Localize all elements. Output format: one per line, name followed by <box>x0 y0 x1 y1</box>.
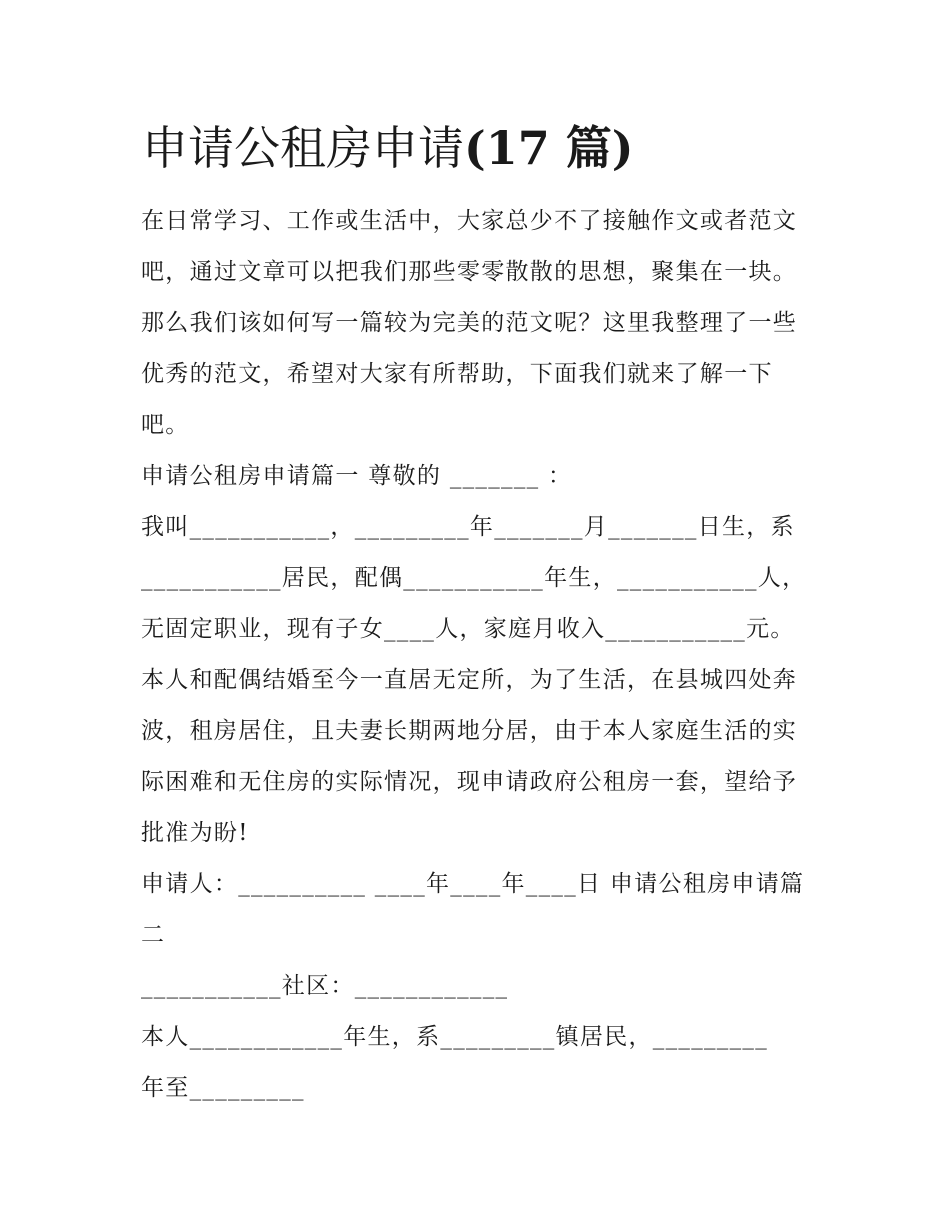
paragraph-line: 在日常学习、工作或生活中，大家总少不了接触作文或者范文 <box>141 208 798 234</box>
title-count: (17 篇) <box>464 121 634 175</box>
paragraph-line: 年至_________ <box>141 1075 305 1101</box>
paragraph-line: 吧。 <box>141 412 190 438</box>
paragraph-line: 吧，通过文章可以把我们那些零零散散的思想，聚集在一块。 <box>141 259 798 285</box>
paragraph-line: 际困难和无住房的实际情况，现申请政府公租房一套，望给予 <box>141 769 798 795</box>
paragraph-line: ___________居民，配偶___________年生，___________人， <box>141 565 807 591</box>
paragraph-line: 批准为盼! <box>141 820 249 846</box>
paragraph-line: ___________社区：____________ <box>141 973 509 999</box>
paragraph-line: 本人和配偶结婚至今一直居无定所，为了生活，在县城四处奔 <box>141 667 798 693</box>
paragraph-line: 本人____________年生，系_________镇居民，_________ <box>141 1024 768 1050</box>
paragraph-line: 无固定职业，现有子女____人，家庭月收入___________元。 <box>141 616 795 642</box>
paragraph-line: 优秀的范文，希望对大家有所帮助，下面我们就来了解一下 <box>141 361 773 387</box>
title-text: 申请公租房申请 <box>142 121 464 175</box>
paragraph-line: 波，租房居住，且夫妻长期两地分居，由于本人家庭生活的实 <box>141 718 798 744</box>
section-heading-line: 申请公租房申请篇一 尊敬的 _______ ： <box>141 463 573 489</box>
document-title <box>142 118 634 178</box>
section-heading-line: 二 <box>141 922 166 948</box>
paragraph-line: 我叫___________，_________年_______月_______日生，系 <box>141 514 795 540</box>
paragraph-line: 那么我们该如何写一篇较为完美的范文呢？这里我整理了一些 <box>141 310 798 336</box>
signature-line: 申请人：__________ ____年____年____日 申请公租房申请篇 <box>141 871 805 897</box>
